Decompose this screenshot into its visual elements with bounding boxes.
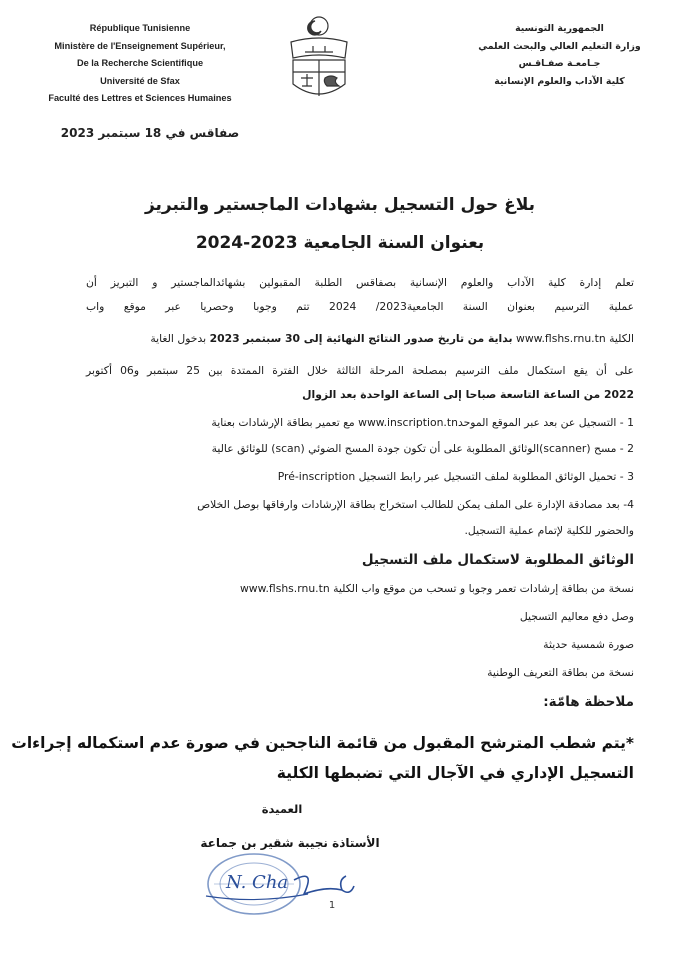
step-item: 4- بعد مصادقة الإدارة على الملف يمكن للطالب استخراج بطاقة الإرشادات وارفاقها بوصل الخلاص [197, 498, 634, 511]
paragraph-line: على أن يقع استكمال ملف الترسيم بمصلحة المرحلة الثالثة خلال الفترة الممتدة بين 25 سبتمبر و06 أكتوبر [86, 364, 634, 377]
documents-title: الوثائق المطلوبة لاستكمال ملف التسجيل [361, 552, 634, 568]
title-line: بلاغ حول التسجيل بشهادات الماجستير والتبريز [144, 195, 536, 215]
step-item: والحضور للكلية لإتمام عملية التسجيل. [464, 524, 634, 537]
header-ar-line: كلية الآداب والعلوم الإنسانية [494, 75, 625, 87]
paragraph-line: تعلم إدارة كلية الآداب والعلوم الإنسانية بصفاقس الطلبة المقبولين بشهائدالماجستير و التبريز أن [86, 276, 634, 289]
document-date: صفاقس في 18 سبتمبر 2023 [60, 126, 240, 140]
notice-line: التسجيل الإداري في الآجال التي تضبطها الكلية [276, 764, 634, 782]
important-notice [11, 728, 634, 788]
step-item: 3 - تحميل الوثائق المطلوبة لملف التسجيل عبر رابط التسجيل Pré-inscription [277, 470, 634, 483]
page-number: 1 [328, 900, 336, 911]
header-ar-line: وزارة التعليم العالي والبحث العلمي [478, 40, 641, 52]
header-ar-line: جـامعـة صفـاقـس [518, 58, 601, 70]
document-item: وصل دفع معاليم التسجيل [519, 610, 634, 623]
header-fr-line: De la Recherche Scientifique [76, 58, 204, 69]
notice-line: *يتم شطب المترشح المقبول من قائمة الناجحين في صورة عدم استكماله إجراءات [11, 734, 634, 752]
registration-deadline: بداية من تاريخ صدور النتائج النهائية إلى 30 سبتمبر 2023 [209, 332, 513, 345]
website-link: الكلية www.flshs.rnu.tn [515, 332, 634, 345]
handwritten-signature: N. Cha [226, 872, 289, 893]
step-item: 2 - مسح (scanner)الوثائق المطلوبة على أن تكون جودة المسح الضوئي (scan) للوثائق عالية [211, 442, 634, 455]
header-french [40, 20, 240, 108]
signatory-name: الأستاذة نجيبة شقير بن جماعة [200, 836, 380, 850]
header-fr-line: Faculté des Lettres et Sciences Humaines [48, 93, 232, 104]
title-line: بعنوان السنة الجامعية 2023-2024 [195, 233, 485, 253]
header-arabic [472, 20, 647, 90]
document-title [90, 186, 590, 262]
document-item: نسخة من بطاقة إرشادات تعمر وجوبا و تسحب من موقع واب الكلية www.flshs.rnu.tn [239, 582, 634, 595]
document-item: صورة شمسية حديثة [543, 638, 634, 651]
paragraph-line: 2022 من الساعة التاسعة صباحا إلى الساعة الواحدة بعد الزوال [302, 388, 634, 401]
note-title: ملاحظة هامّة: [543, 694, 634, 710]
header-ar-line: الجمهورية التونسية [515, 23, 604, 34]
paragraph-line [150, 332, 634, 345]
header-fr-line: Université de Sfax [100, 75, 180, 86]
header-fr-line: Ministère de l'Enseignement Supérieur, [54, 40, 226, 51]
paragraph-fragment: بدخول الغاية [150, 332, 207, 345]
paragraph-line: عملية الترسيم بعنوان السنة الجامعية2023/ 2024 تتم وجوبا وحصريا عبر موقع واب [86, 300, 635, 313]
header-fr-line: République Tunisienne [89, 23, 191, 33]
document-item: نسخة من بطاقة التعريف الوطنية [487, 666, 634, 679]
signatory-role: العميدة [261, 802, 303, 816]
step-item: 1 - التسجيل عن بعد عبر الموقع الموحدwww.inscription.tn مع تعمير بطاقة الإرشادات بعناية [211, 416, 634, 429]
stamp-signature-icon [196, 850, 386, 920]
coat-of-arms-icon [283, 12, 355, 108]
